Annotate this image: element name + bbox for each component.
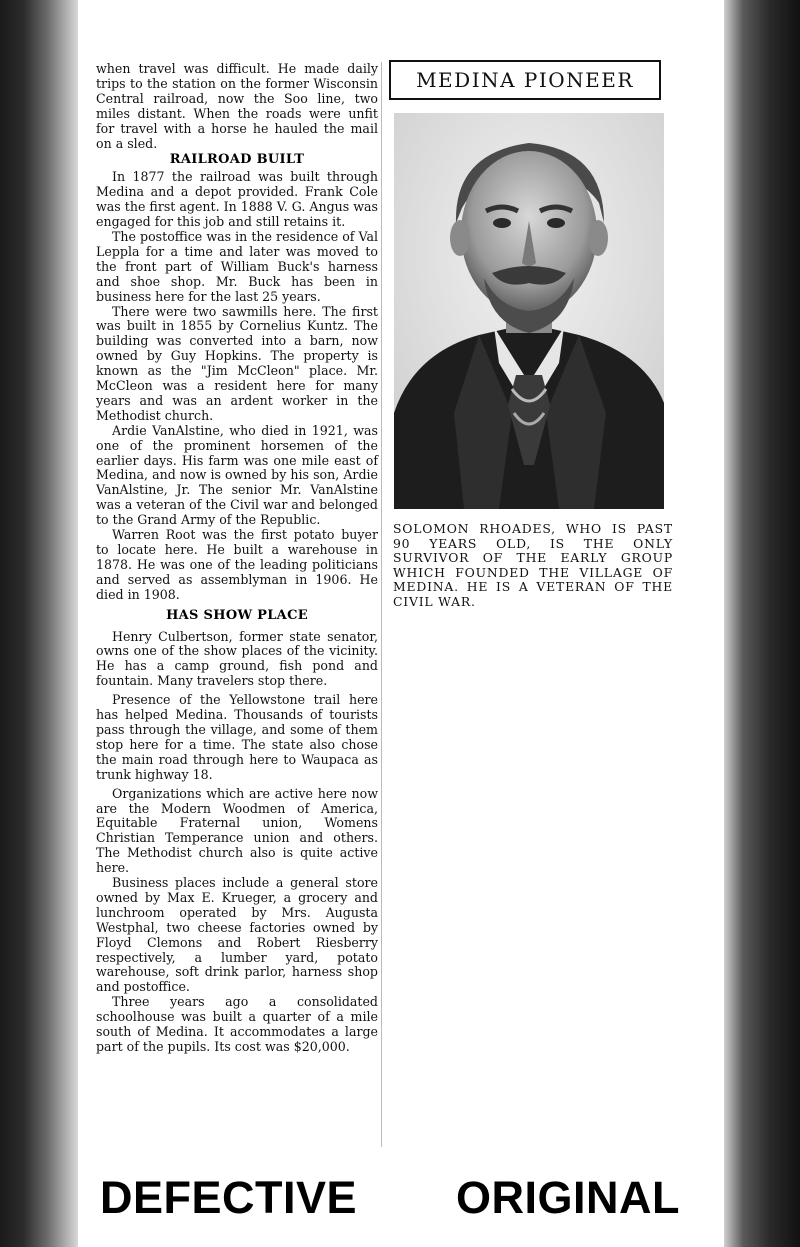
portrait-photo: [394, 113, 664, 509]
scan-left-margin: [0, 0, 78, 1247]
paragraph-root: Warren Root was the first potato buyer to locate here. He built a warehouse in 1878. He was one of the leading politicians and served as assemblyman in 1906. He died in 1908.: [96, 527, 378, 602]
article-left-column: [96, 62, 378, 1055]
paragraph-railroad: In 1877 the railroad was built through Medina and a depot provided. Frank Cole was the first agent. In 1888 V. G. Angus was engaged for this job and still retains it.: [96, 169, 378, 230]
paragraph-sawmills: There were two sawmills here. The first was built in 1855 by Cornelius Kuntz. The building was converted into a barn, now owned by Guy Hopkins. The property is known as the "Jim McCleon" place. Mr. McCleon was a resident here for many years and was an ardent worker in the Methodist church.: [96, 303, 378, 423]
scan-right-margin: [724, 0, 800, 1247]
heading-has-show-place: HAS SHOW PLACE: [166, 607, 308, 623]
stamp-word-defective: DEFECTIVE: [100, 1172, 358, 1223]
paragraph-intro: when travel was difficult. He made daily trips to the station on the former Wisconsin Central railroad, now the Soo line, two miles distant. When the roads were unfit for travel with a horse he hauled the mail on a sled.: [96, 61, 378, 151]
caption-text: SOLOMON RHOADES, WHO IS PAST 90 YEARS OLD, IS THE ONLY SURVIVOR OF THE EARLY GROUP WHICH FOUNDED THE VILLAGE OF MEDINA. HE IS A VETERAN OF THE CIVIL WAR.: [393, 521, 673, 609]
paragraph-postoffice: The postoffice was in the residence of Val Leppla for a time and later was moved to the front part of William Buck's harness and shoe shop. Mr. Buck has been in business here for the last 25 years.: [96, 228, 378, 304]
heading-railroad-built: RAILROAD BUILT: [169, 152, 305, 168]
paragraph-business: Business places include a general store owned by Max E. Krueger, a grocery and lunchroom operated by Mrs. Augusta Westphal, two cheese factories owned by Floyd Clemons and Robert Riesberry respectively, a lumber yard, potato warehouse, soft drink parlor, harness shop and postoffice.: [96, 875, 378, 995]
column-divider: [381, 62, 382, 1147]
defective-original-stamp: [100, 1168, 680, 1228]
paragraph-culbertson: Henry Culbertson, former state senator, owns one of the show places of the vicinity. He has a camp ground, fish pond and fountain. Many travelers stop there.: [96, 628, 378, 689]
headline-box: [389, 60, 661, 100]
portrait-illustration: [394, 113, 664, 509]
photo-caption: [393, 522, 673, 610]
paragraph-school: Three years ago a consolidated schoolhouse was built a quarter of a mile south of Medina. It accommodates a large part of the pupils. Its cost was $20,000.: [96, 994, 378, 1054]
headline-text: MEDINA PIONEER: [416, 68, 634, 92]
stamp-word-original: ORIGINAL: [456, 1172, 680, 1223]
paragraph-organizations: Organizations which are active here now are the Modern Woodmen of America, Equitable Fraternal union, Womens Christian Temperance union and others. The Methodist church also is quite active here.: [96, 785, 378, 876]
paragraph-yellowstone: Presence of the Yellowstone trail here has helped Medina. Thousands of tourists pass through the village, and some of them stop here for a time. The state also chose the main road through here to Waupaca as trunk highway 18.: [96, 692, 378, 782]
paragraph-vanalstine: Ardie VanAlstine, who died in 1921, was one of the prominent horsemen of the earlier days. His farm was one mile east of Medina, and now is owned by his son, Ardie VanAlstine, Jr. The senior Mr. VanAlstine was a veteran of the Civil war and belonged to the Grand Army of the Republic.: [96, 422, 378, 528]
